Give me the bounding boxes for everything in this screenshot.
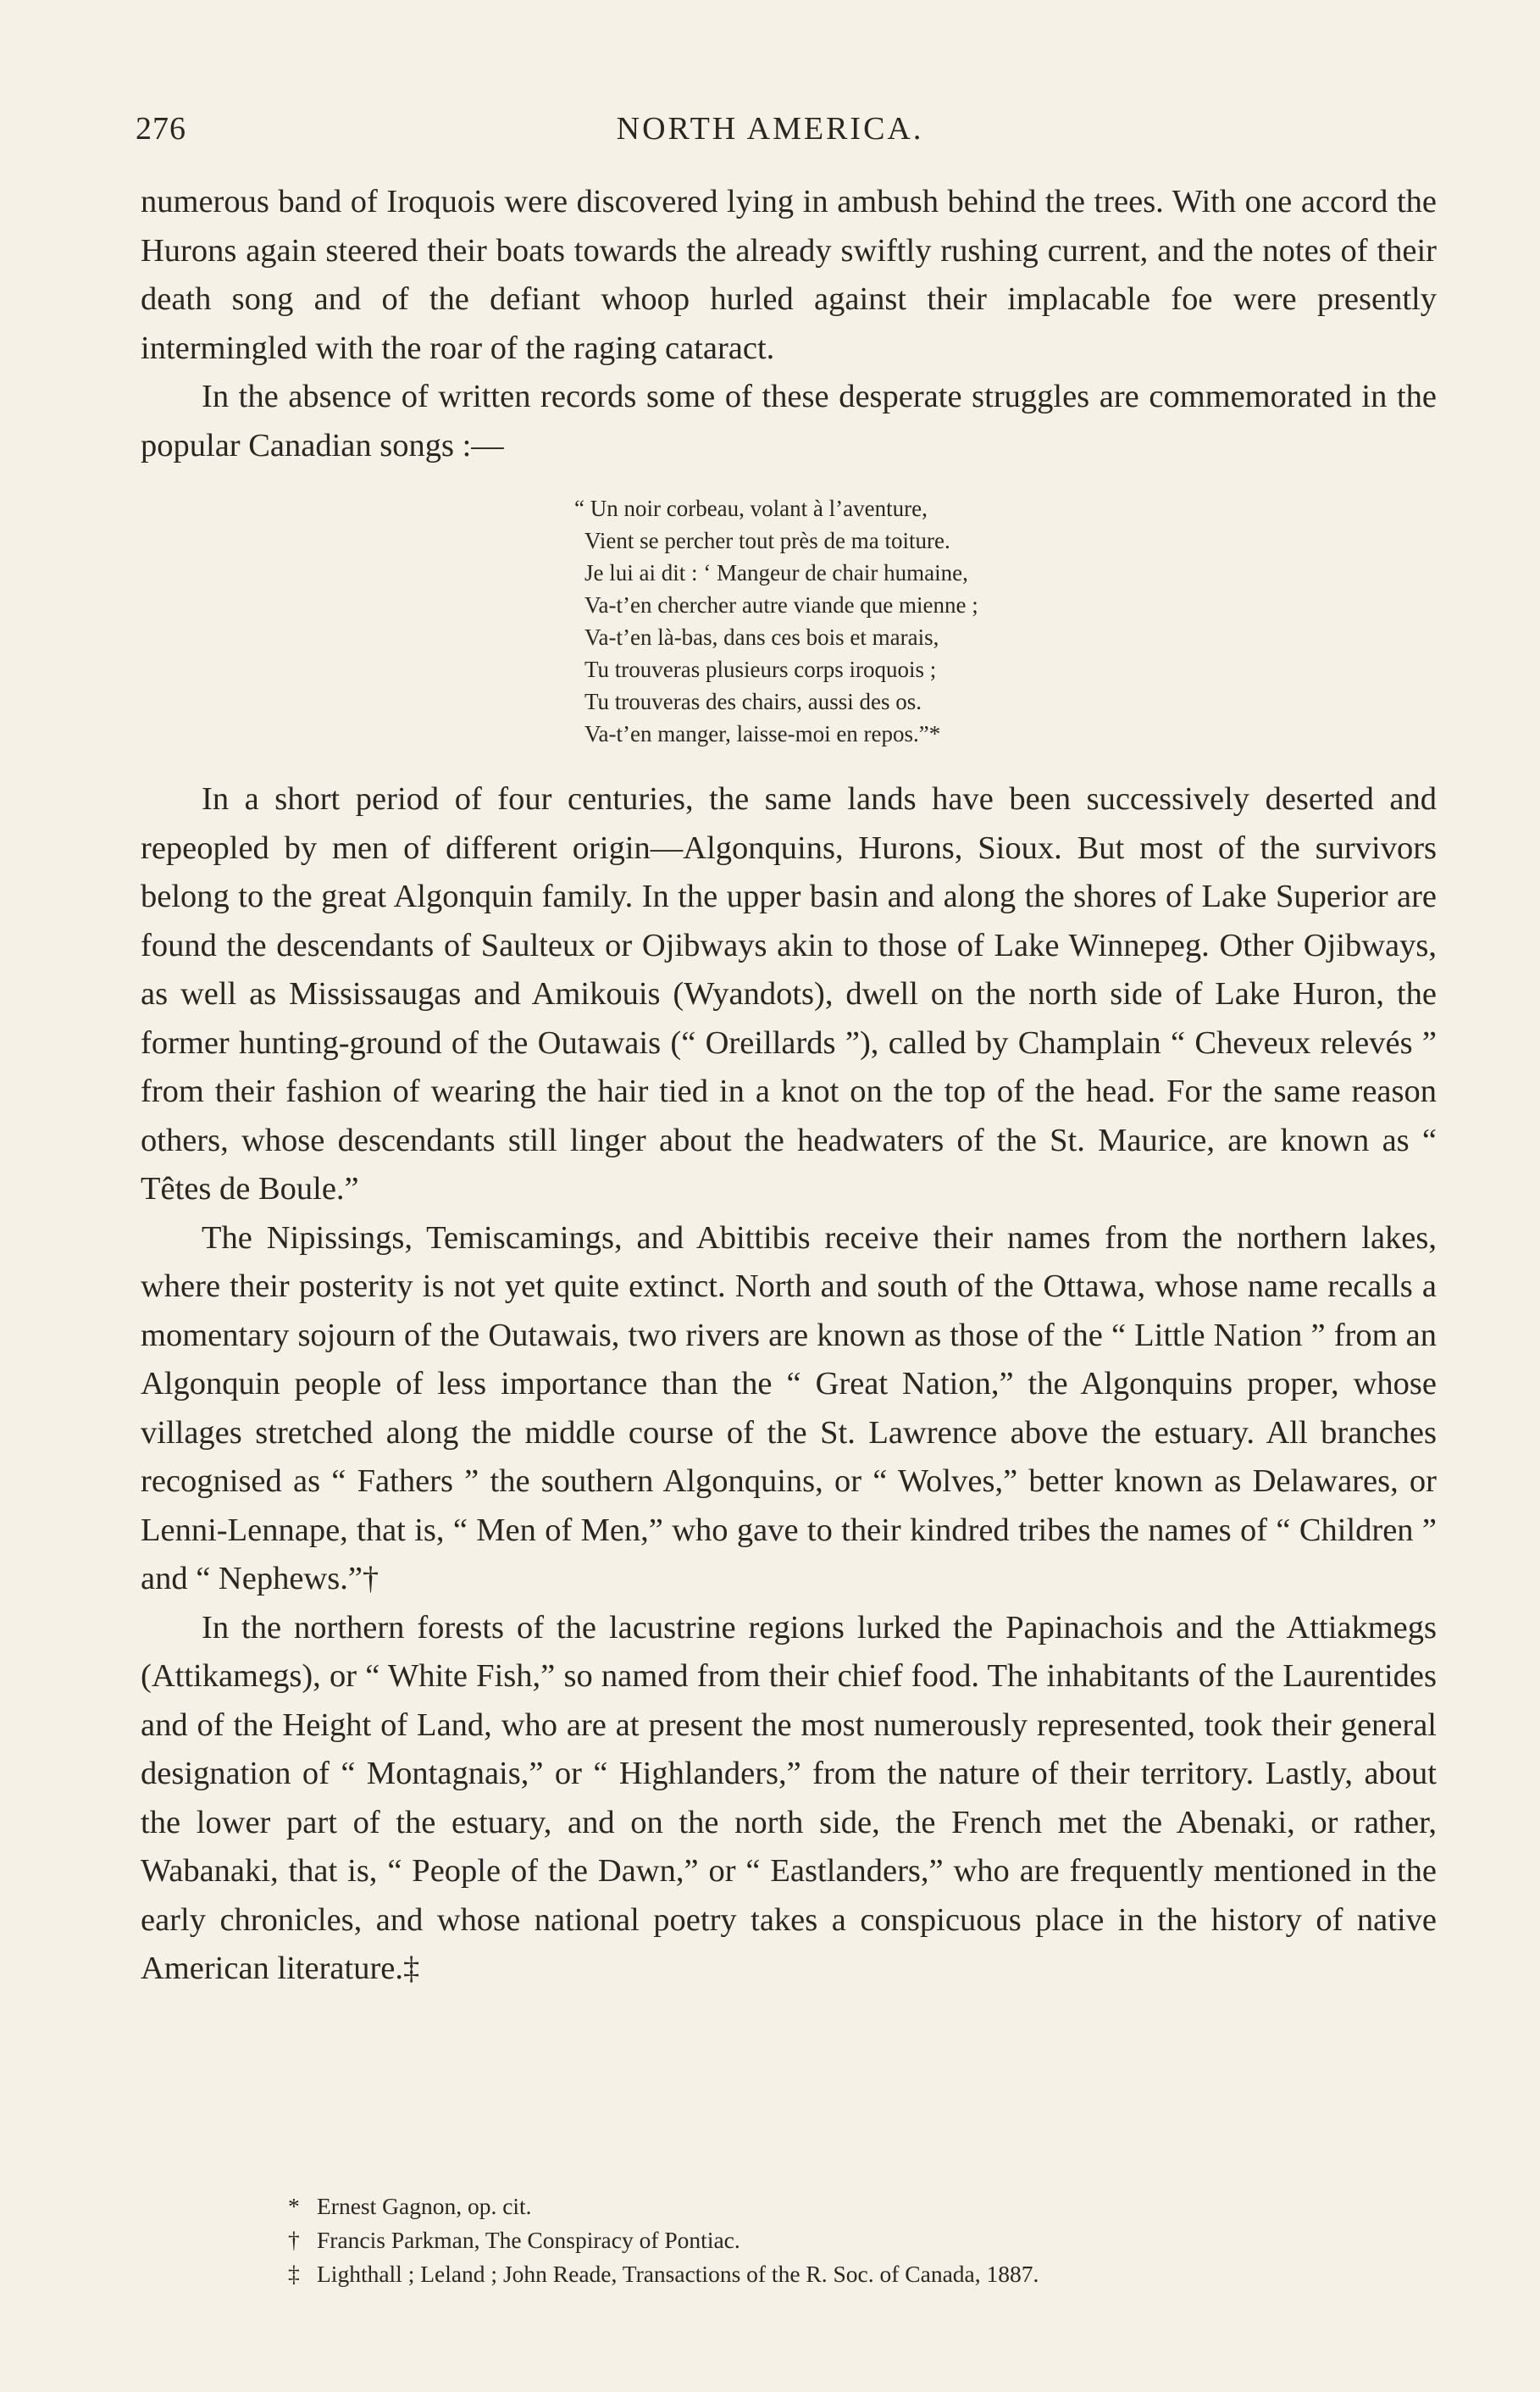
- paragraph: In a short period of four centuries, the same lands have been successively deserted and repeopled by men of different origin—Algonquins, Hurons, Sioux. But most of the survivors belong to the great Algonquin family. In the upper basin and along the shores of Lake Superior are found the descendants of Saulteux or Ojibways akin to those of Lake Winnepeg. Other Ojibways, as well as Mississaugas and Amikouis (Wyandots), dwell on the north side of Lake Huron, the former hunting-ground of the Outawais (“ Oreillards ”), called by Champlain “ Cheveux relevés ” from their fashion of wearing the hair tied in a knot on the top of the head. For the same reason others, whose descendants still linger about the headwaters of the St. Maurice, are known as “ Têtes de Boule.”: [141, 781, 1437, 1207]
- poem-line: Va-t’en chercher autre viande que mienne ;: [584, 592, 978, 618]
- poem-line: “ Un noir corbeau, volant à l’aventure,: [574, 496, 928, 521]
- poem-line: Vient se percher tout près de ma toiture.: [584, 528, 950, 553]
- footnote-text: Lighthall ; Leland ; John Reade, Transactions of the R. Soc. of Canada, 1887.: [317, 2261, 1039, 2287]
- paragraph: In the northern forests of the lacustrine regions lurked the Papinachois and the Attiakmegs (Attikamegs), or “ White Fish,” so named from their chief food. The inhabitants of the Laurentides and of the Height of Land, who are at present the most numerously represented, took their general designation of “ Montagnais,” or “ Highlanders,” from the nature of their territory. Lastly, about the lower part of the estuary, and on the north side, the French met the Abenaki, or rather, Wabanaki, that is, “ People of the Dawn,” or “ Eastlanders,” who are frequently mentioned in the early chronicles, and whose national poetry takes a conspicuous place in the history of native American literature.‡: [141, 1609, 1437, 1986]
- poem-line: Tu trouveras plusieurs corps iroquois ;: [584, 657, 937, 682]
- page-number: 276: [136, 111, 186, 147]
- footnote-text: Francis Parkman, The Conspiracy of Pontiac.: [317, 2227, 740, 2253]
- paragraph: In the absence of written records some of these desperate struggles are commemorated in the popular Canadian songs :—: [141, 379, 1437, 463]
- footnote: [288, 2189, 1432, 2223]
- paragraph-continued: numerous band of Iroquois were discovered lying in ambush behind the trees. With one accord the Hurons again steered their boats towards the already swiftly rushing current, and the notes of their death song and of the defiant whoop hurled against their implacable foe were presently intermingled with the roar of the raging cataract.: [141, 184, 1437, 366]
- footnote-mark: ‡: [288, 2261, 300, 2287]
- body-text: [141, 178, 1437, 1994]
- footnote: [288, 2257, 1432, 2291]
- poem-line: Va-t’en là-bas, dans ces bois et marais,: [584, 624, 939, 650]
- poem-quotation: [574, 492, 1437, 750]
- footnote-text: Ernest Gagnon, op. cit.: [317, 2193, 532, 2219]
- poem-line: Va-t’en manger, laisse-moi en repos.”*: [584, 721, 941, 746]
- running-title: NORTH AMERICA.: [616, 111, 924, 147]
- poem-line: Tu trouveras des chairs, aussi des os.: [584, 689, 922, 714]
- footnote: [288, 2223, 1432, 2257]
- footnote-mark: *: [288, 2193, 300, 2219]
- footnote-mark: †: [288, 2227, 300, 2253]
- paragraph: The Nipissings, Temiscamings, and Abittibis receive their names from the northern lakes, where their posterity is not yet quite extinct. North and south of the Ottawa, whose name recalls a momentary sojourn of the Outawais, two rivers are known as those of the “ Little Nation ” from an Algonquin people of less importance than the “ Great Nation,” the Algonquins proper, whose villages stretched along the middle course of the St. Lawrence above the estuary. All branches recognised as “ Fathers ” the southern Algonquins, or “ Wolves,” better known as Delawares, or Lenni-Lennape, that is, “ Men of Men,” who gave to their kindred tribes the names of “ Children ” and “ Nephews.”†: [141, 1219, 1437, 1596]
- page-header: [0, 102, 1540, 153]
- footnotes: [288, 2189, 1432, 2291]
- poem-line: Je lui ai dit : ‘ Mangeur de chair humaine,: [584, 560, 968, 586]
